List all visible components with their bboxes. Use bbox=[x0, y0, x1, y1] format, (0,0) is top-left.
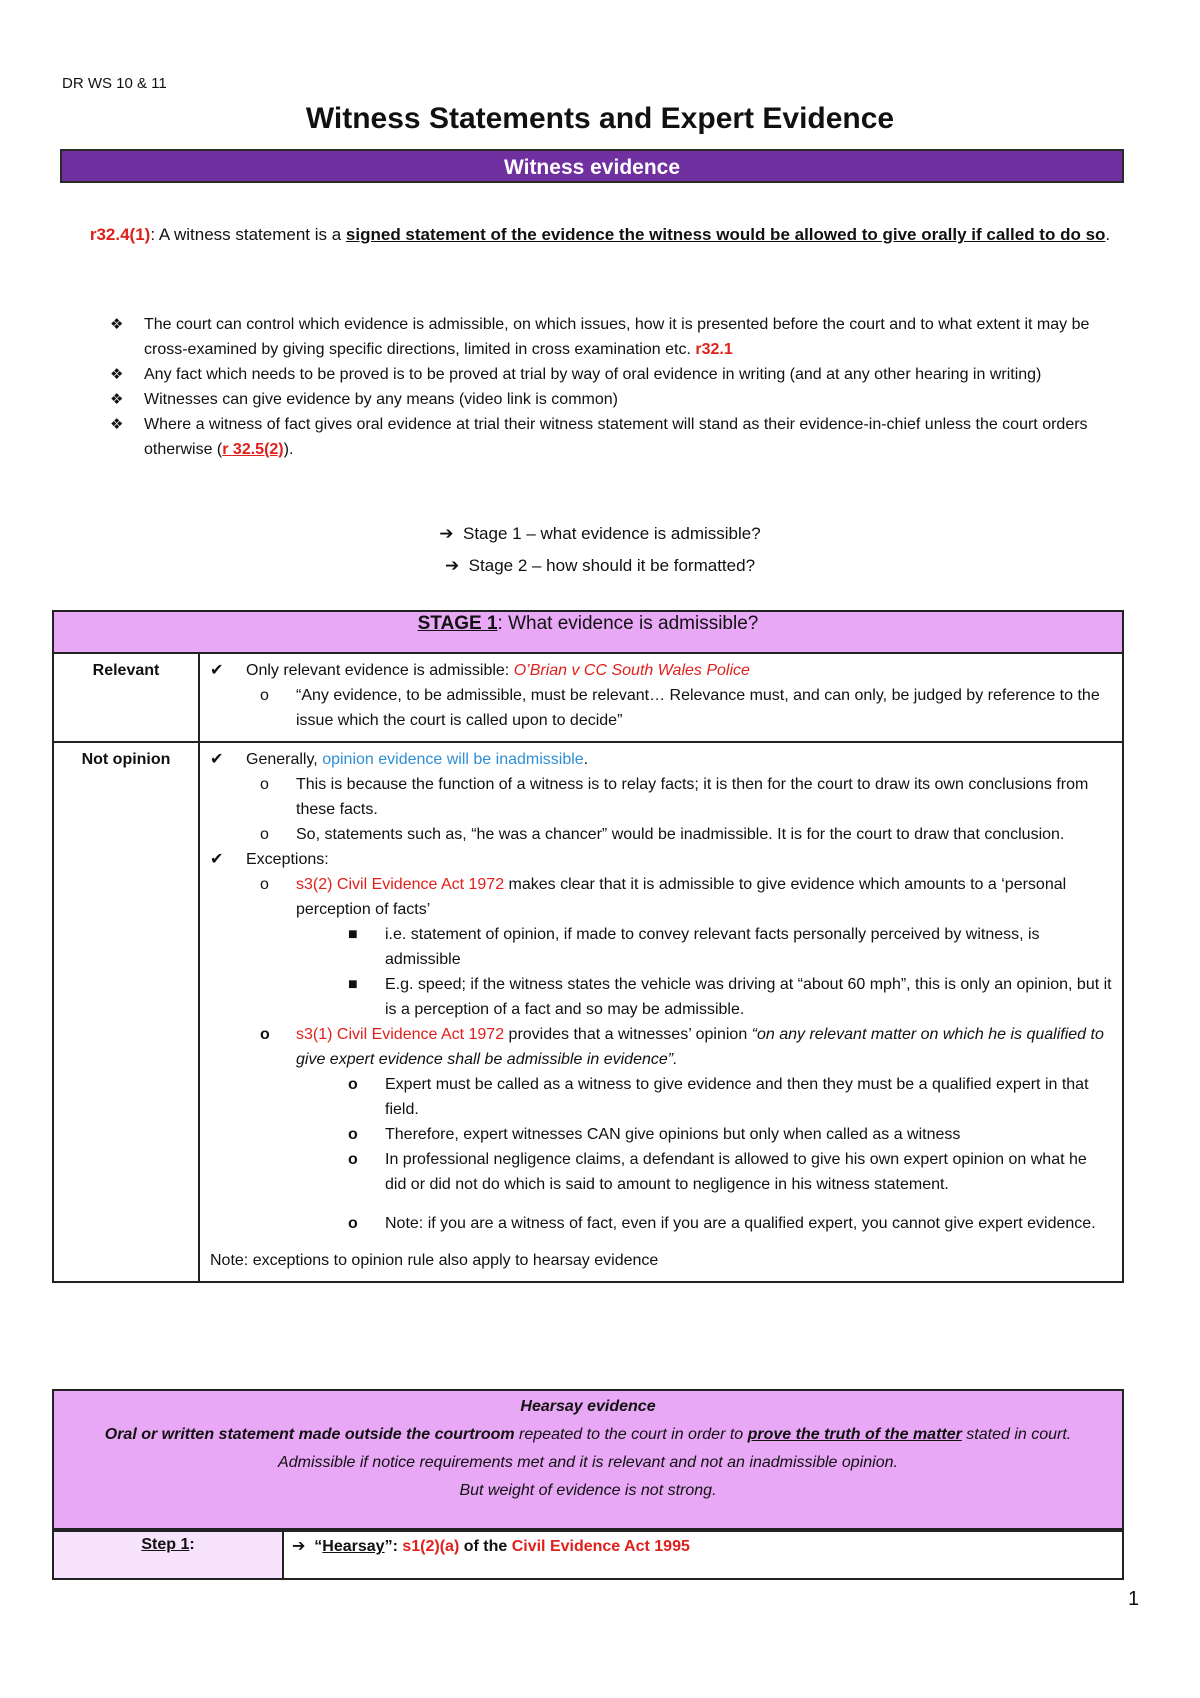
not-opinion-content: ✔ Generally, opinion evidence will be inadmissible. o This is because the function of a witness is to relay facts; it is then for the court to draw its own conclusions from these facts. o So, statements such as, “he was a chancer” would be inadmissible. It is for the court to draw that conclusion. ✔ Exceptions: o s3(2) Civil Evidence Act 1972 makes clear that it is admissible to give evidence which amounts to a ‘personal perception of facts’ ■ i.e. statement of opinion, if made to convey relevant facts personally perceived by witness, is admissible ■ E.g. speed; if the witness states the vehicle was driving at “about 60 mph”, this is only an opinion, but it is a perception of a fact and so may be admissible. o s3(1) Civil Evidence Act 1972 provides that a witnesses’ opinion “on any relevant matter on which he is qualified to give expert evidence shall be admissible in evidence”. o Expert must be called as a witness to give evidence and then they must be a qualified expert in that field. o Therefore, expert witnesses CAN give opinions but only when called as a witness o In professional negligence claims, a defendant is allowed to give his own expert opinion on what he did or did not do which is said to amount to negligence in his witness statement. o Note: if you are a witness of fact, even if you are a qualified expert, you cannot give expert evidence. Note: exceptions to opinion rule also apply to hearsay evidence bbox=[199, 742, 1123, 1282]
arrow-right-icon: ➔ bbox=[439, 524, 454, 543]
list-item: ❖ Witnesses can give evidence by any means (video link is common) bbox=[110, 387, 1130, 412]
step-table bbox=[52, 1530, 1124, 1580]
arrow-right-icon: ➔ bbox=[444, 556, 460, 575]
rule-reference: r32.1 bbox=[695, 341, 733, 358]
table-row bbox=[53, 1531, 1123, 1579]
document-title: Witness Statements and Expert Evidence bbox=[305, 102, 895, 135]
circle-bullet-icon: o bbox=[348, 1151, 358, 1168]
case-name: O’Brian v CC South Wales Police bbox=[513, 662, 750, 679]
witness-statement-definition bbox=[75, 220, 1125, 250]
table-row bbox=[53, 742, 1123, 1282]
key-points-list bbox=[110, 312, 1130, 462]
rule-reference: r 32.5(2) bbox=[222, 441, 284, 458]
square-bullet-icon: ■ bbox=[348, 976, 358, 993]
definition-underlined: signed statement of the evidence the witness would be allowed to give orally if called to do so bbox=[345, 225, 1106, 244]
circle-bullet-icon: o bbox=[260, 1026, 270, 1043]
statute-reference: s3(1) Civil Evidence Act 1972 bbox=[296, 1026, 505, 1043]
step-1-label: Step 1: bbox=[53, 1531, 283, 1579]
hearsay-definition: Oral or written statement made outside the courtroom repeated to the court in order to prove the truth of the matter stated in court. bbox=[104, 1426, 1072, 1443]
section-bar-witness-evidence: Witness evidence bbox=[60, 149, 1124, 183]
square-bullet-icon: ■ bbox=[348, 926, 358, 943]
hearsay-weight: But weight of evidence is not strong. bbox=[459, 1482, 717, 1499]
definition-end: . bbox=[1105, 225, 1111, 244]
stages-list bbox=[0, 518, 1200, 582]
stage-item: ➔ Stage 1 – what evidence is admissible? bbox=[439, 524, 761, 543]
table-row bbox=[53, 653, 1123, 742]
circle-bullet-icon: o bbox=[260, 876, 269, 893]
check-icon: ✔ bbox=[210, 851, 224, 868]
row-label-relevant: Relevant bbox=[53, 653, 199, 742]
list-item: ❖ Where a witness of fact gives oral evidence at trial their witness statement will stand as their evidence-in-chief unless the court orders otherwise (r 32.5(2)). bbox=[110, 412, 1130, 462]
step-1-content: ➔ “Hearsay”: s1(2)(a) of the Civil Evidence Act 1995 bbox=[283, 1531, 1123, 1579]
definition-intro: : A witness statement is a bbox=[150, 225, 346, 244]
circle-bullet-icon: o bbox=[260, 687, 269, 704]
check-icon: ✔ bbox=[210, 751, 224, 768]
list-item: ❖ The court can control which evidence is admissible, on which issues, how it is presented before the court and to what extent it may be cross-examined by giving specific directions, limited in cross examination etc. r32.1 bbox=[110, 312, 1130, 362]
circle-bullet-icon: o bbox=[348, 1076, 358, 1093]
stage-1-header: STAGE 1: What evidence is admissible? bbox=[53, 611, 1123, 653]
diamond-bullet-icon: ❖ bbox=[110, 366, 124, 383]
document-header-code: DR WS 10 & 11 bbox=[62, 75, 167, 92]
arrow-right-icon: ➔ bbox=[292, 1538, 306, 1555]
relevant-content: ✔ Only relevant evidence is admissible: O’Brian v CC South Wales Police o “Any evidence, to be admissible, must be relevant… Relevance must, and can only, be judged by reference to the issue which the court is called upon to decide” bbox=[199, 653, 1123, 742]
opinion-note: Note: exceptions to opinion rule also apply to hearsay evidence bbox=[210, 1252, 659, 1269]
circle-bullet-icon: o bbox=[348, 1126, 358, 1143]
circle-bullet-icon: o bbox=[260, 776, 269, 793]
stage-1-table bbox=[52, 610, 1124, 1283]
page-number: 1 bbox=[1128, 1588, 1140, 1610]
hearsay-title: Hearsay evidence bbox=[520, 1398, 656, 1415]
diamond-bullet-icon: ❖ bbox=[110, 416, 124, 433]
circle-bullet-icon: o bbox=[348, 1215, 358, 1232]
rule-reference: r32.4(1) bbox=[89, 225, 151, 244]
statute-reference: s3(2) Civil Evidence Act 1972 bbox=[296, 876, 505, 893]
diamond-bullet-icon: ❖ bbox=[110, 391, 124, 408]
circle-bullet-icon: o bbox=[260, 826, 269, 843]
diamond-bullet-icon: ❖ bbox=[110, 316, 124, 333]
hearsay-admissibility: Admissible if notice requirements met and it is relevant and not an inadmissible opinion. bbox=[278, 1454, 898, 1471]
row-label-not-opinion: Not opinion bbox=[53, 742, 199, 1282]
stage-item: ➔ Stage 2 – how should it be formatted? bbox=[444, 556, 756, 575]
hearsay-evidence-box bbox=[52, 1389, 1124, 1530]
check-icon: ✔ bbox=[210, 662, 224, 679]
list-item: ❖ Any fact which needs to be proved is to be proved at trial by way of oral evidence in writing (and at any other hearing in writing) bbox=[110, 362, 1130, 387]
